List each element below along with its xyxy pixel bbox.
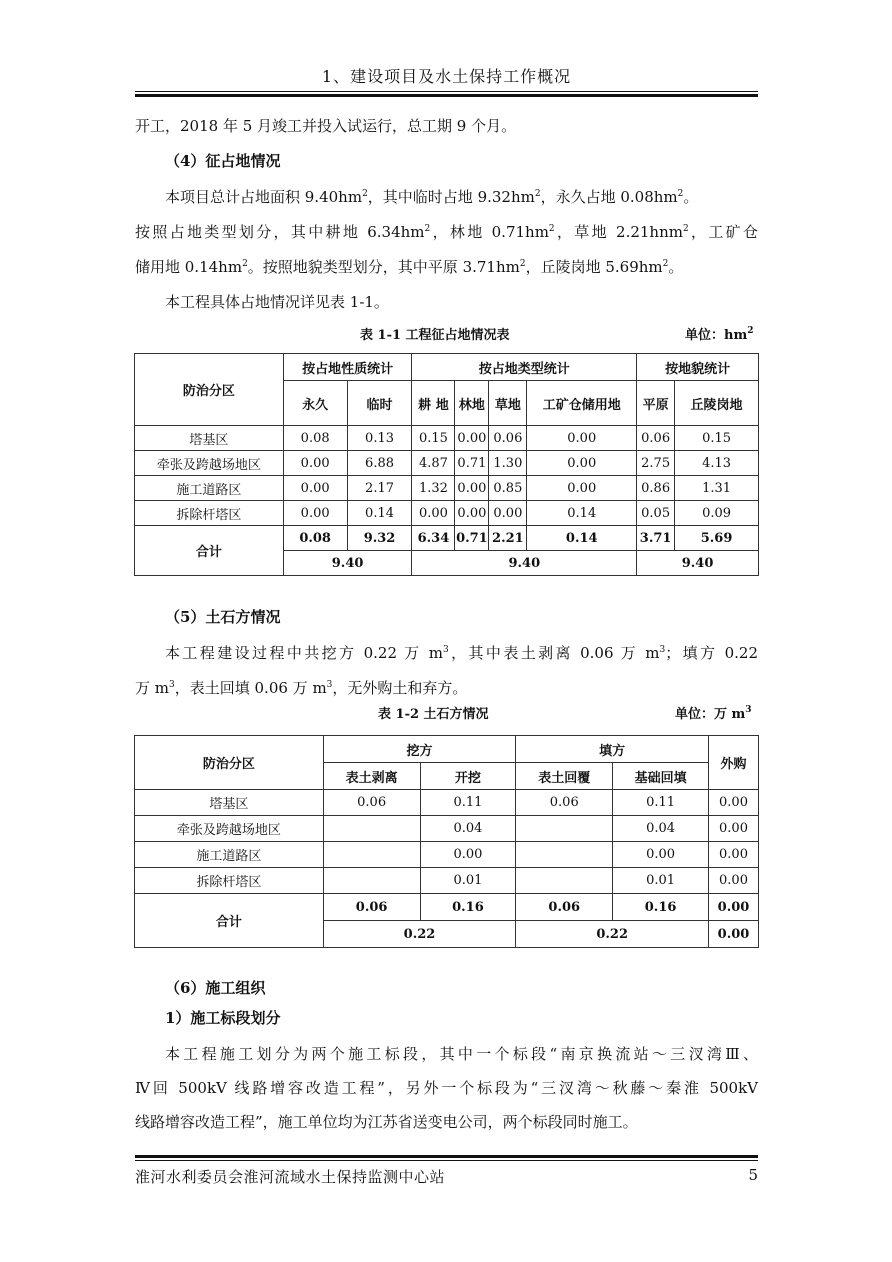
table-cell: 0.00 bbox=[420, 842, 516, 868]
table2-col-header: 基础回填 bbox=[613, 763, 709, 790]
paragraph-sections-3: 线路增容改造工程”，施工单位均为江苏省送变电公司，两个标段同时施工。 bbox=[135, 1113, 638, 1131]
table1-col-header: 丘陵岗地 bbox=[675, 381, 759, 426]
table-cell: 0.08 bbox=[283, 426, 347, 451]
table-cell: 0.00 bbox=[283, 451, 347, 476]
table2-col-header: 表土回覆 bbox=[516, 763, 613, 790]
table-cell: 4.87 bbox=[412, 451, 455, 476]
table-cell: 塔基区 bbox=[135, 426, 284, 451]
table-cell: 0.14 bbox=[527, 526, 637, 551]
table-cell: 0.05 bbox=[637, 501, 675, 526]
table1-col-header: 永久 bbox=[283, 381, 347, 426]
table2-total-row bbox=[135, 894, 759, 921]
paragraph-landform: 储用地 $0.14hm^2$。按照地貌类型划分，其中平原 $3.71hm^2$，丘陵岗地 $5.69hm^2$。 bbox=[135, 258, 684, 276]
page-number: 5 bbox=[748, 1166, 758, 1184]
table-cell bbox=[323, 842, 420, 868]
table-cell: 2.17 bbox=[347, 476, 412, 501]
table-cell: 0.00 bbox=[527, 426, 637, 451]
table-cell: 0.00 bbox=[709, 921, 759, 948]
table-cell: 0.04 bbox=[420, 816, 516, 842]
table-cell: 0.06 bbox=[323, 790, 420, 816]
table-cell: 1.30 bbox=[489, 451, 527, 476]
table-cell: 0.11 bbox=[420, 790, 516, 816]
table-cell bbox=[516, 868, 613, 894]
running-header: 1、建设项目及水土保持工作概况 bbox=[321, 67, 572, 86]
table-cell: 1.31 bbox=[675, 476, 759, 501]
table-row bbox=[135, 842, 759, 868]
table-cell: 0.00 bbox=[527, 451, 637, 476]
table-cell: 0.86 bbox=[637, 476, 675, 501]
table-cell: 3.71 bbox=[637, 526, 675, 551]
table-cell: 0.08 bbox=[283, 526, 347, 551]
table-cell: 拆除杆塔区 bbox=[135, 501, 284, 526]
table-cell: 0.01 bbox=[420, 868, 516, 894]
heading-earthwork: （5）土石方情况 bbox=[165, 608, 281, 626]
heading-construction-org: （6）施工组织 bbox=[165, 979, 266, 997]
table-cell: 0.00 bbox=[709, 816, 759, 842]
table-cell: 9.32 bbox=[347, 526, 412, 551]
table-cell: 0.06 bbox=[516, 790, 613, 816]
table-cell: 5.69 bbox=[675, 526, 759, 551]
table-cell: 0.00 bbox=[709, 894, 759, 921]
table1-col-header: 草地 bbox=[489, 381, 527, 426]
table-cell: 1.32 bbox=[412, 476, 455, 501]
table-cell: 0.71 bbox=[455, 526, 489, 551]
table-cell: 0.09 bbox=[675, 501, 759, 526]
table1-col-header: 平原 bbox=[637, 381, 675, 426]
table-cell: 0.14 bbox=[527, 501, 637, 526]
table-cell: 4.13 bbox=[675, 451, 759, 476]
earthwork-table bbox=[134, 735, 759, 948]
table2-col-header: 开挖 bbox=[420, 763, 516, 790]
table-cell: 0.06 bbox=[637, 426, 675, 451]
table2-total-label: 合计 bbox=[135, 894, 324, 948]
table-cell bbox=[323, 816, 420, 842]
table1-col-header: 耕 地 bbox=[412, 381, 455, 426]
table-cell: 2.75 bbox=[637, 451, 675, 476]
table-cell bbox=[516, 816, 613, 842]
table2-header-purchase: 外购 bbox=[709, 736, 759, 790]
table-cell: 0.11 bbox=[613, 790, 709, 816]
paragraph-earthwork-2: 万 $m^3$，表土回填 0.06 万 $m^3$，无外购土和弃方。 bbox=[135, 679, 468, 697]
table-cell: 0.15 bbox=[412, 426, 455, 451]
table-cell: 施工道路区 bbox=[135, 842, 324, 868]
table-cell bbox=[516, 842, 613, 868]
table1-col-header: 临时 bbox=[347, 381, 412, 426]
paragraph-earthwork-1: 本工程建设过程中共挖方 0.22 万 $m^3$，其中表土剥离 0.06 万 $m^3$；填方 0.22 bbox=[165, 644, 758, 662]
table-cell: 0.00 bbox=[709, 868, 759, 894]
table2-header-fill: 填方 bbox=[516, 736, 709, 763]
table-cell: 0.71 bbox=[455, 451, 489, 476]
footer-rule-thin bbox=[135, 1160, 758, 1161]
table-row bbox=[135, 868, 759, 894]
table-cell: 0.00 bbox=[283, 476, 347, 501]
table1-col-header: 工矿仓储用地 bbox=[527, 381, 637, 426]
table-cell: 0.14 bbox=[347, 501, 412, 526]
table-cell: 2.21 bbox=[489, 526, 527, 551]
paragraph-land-type: 按照占地类型划分，其中耕地 $6.34hm^2$，林地 $0.71hm^2$，草地 2.21hnm$^2$，工矿仓 bbox=[135, 223, 758, 241]
table-cell: 0.00 bbox=[455, 426, 489, 451]
table-cell: 0.00 bbox=[613, 842, 709, 868]
table-row bbox=[135, 476, 759, 501]
table2-caption: 表 1-2 土石方情况 bbox=[378, 707, 489, 722]
table-cell: 0.00 bbox=[489, 501, 527, 526]
table-row bbox=[135, 816, 759, 842]
table-cell: 9.40 bbox=[283, 551, 412, 576]
table-cell: 0.00 bbox=[709, 790, 759, 816]
heading-land-occupation: （4）征占地情况 bbox=[165, 152, 281, 170]
table-cell: 0.00 bbox=[455, 476, 489, 501]
table-cell: 9.40 bbox=[412, 551, 637, 576]
table-cell: 0.16 bbox=[420, 894, 516, 921]
table-cell: 牵张及跨越场地区 bbox=[135, 816, 324, 842]
table-cell: 牵张及跨越场地区 bbox=[135, 451, 284, 476]
table1-caption: 表 1-1 工程征占地情况表 bbox=[360, 328, 510, 343]
table-row bbox=[135, 451, 759, 476]
table-cell: 0.22 bbox=[516, 921, 709, 948]
table-cell: 0.00 bbox=[412, 501, 455, 526]
table-row bbox=[135, 790, 759, 816]
paragraph-sections-1: 本工程施工划分为两个施工标段，其中一个标段“南京换流站～三汊湾Ⅲ、 bbox=[165, 1045, 758, 1063]
table-row bbox=[135, 501, 759, 526]
paragraph-table-ref: 本工程具体占地情况详见表 1-1。 bbox=[165, 293, 389, 311]
table-cell: 9.40 bbox=[637, 551, 759, 576]
table2-header-cut: 挖方 bbox=[323, 736, 516, 763]
table-cell: 0.00 bbox=[709, 842, 759, 868]
table1-header-property: 按占地性质统计 bbox=[283, 354, 412, 381]
table2-unit: 单位：万 $m^3$ bbox=[675, 705, 752, 722]
table1-header-landform: 按地貌统计 bbox=[637, 354, 759, 381]
table1-unit: 单位：$hm^2$ bbox=[685, 326, 754, 343]
table-cell: 0.16 bbox=[613, 894, 709, 921]
paragraph-land-total: 本项目总计占地面积 $9.40hm^2$，其中临时占地 $9.32hm^2$，永久占地 $0.08hm^2$。 bbox=[165, 188, 699, 206]
table1-col-header: 林地 bbox=[455, 381, 489, 426]
land-occupation-table bbox=[134, 353, 759, 576]
heading-construction-sections: 1）施工标段划分 bbox=[165, 1009, 281, 1027]
table1-header-zone: 防治分区 bbox=[135, 354, 284, 426]
table1-total-row bbox=[135, 526, 759, 551]
table-cell: 0.04 bbox=[613, 816, 709, 842]
table1-header-type: 按占地类型统计 bbox=[412, 354, 637, 381]
header-rule-thin bbox=[135, 91, 758, 92]
table-cell: 塔基区 bbox=[135, 790, 324, 816]
table-cell: 0.13 bbox=[347, 426, 412, 451]
footer-rule-thick bbox=[135, 1155, 758, 1158]
table-cell: 0.06 bbox=[323, 894, 420, 921]
table-cell: 6.34 bbox=[412, 526, 455, 551]
table-cell: 0.22 bbox=[323, 921, 516, 948]
table-cell: 拆除杆塔区 bbox=[135, 868, 324, 894]
table1-total-label: 合计 bbox=[135, 526, 284, 576]
table2-header-zone: 防治分区 bbox=[135, 736, 324, 790]
table-cell: 0.01 bbox=[613, 868, 709, 894]
header-rule-thick bbox=[135, 94, 758, 97]
table-cell: 施工道路区 bbox=[135, 476, 284, 501]
table-cell: 6.88 bbox=[347, 451, 412, 476]
table-cell: 0.00 bbox=[283, 501, 347, 526]
table-cell: 0.06 bbox=[489, 426, 527, 451]
table-cell bbox=[323, 868, 420, 894]
table-cell: 0.15 bbox=[675, 426, 759, 451]
table-cell: 0.00 bbox=[455, 501, 489, 526]
table-cell: 0.06 bbox=[516, 894, 613, 921]
paragraph-intro: 开工，2018 年 5 月竣工并投入试运行，总工期 9 个月。 bbox=[135, 117, 517, 135]
table-row bbox=[135, 426, 759, 451]
table2-col-header: 表土剥离 bbox=[323, 763, 420, 790]
footer-organization: 淮河水利委员会淮河流域水土保持监测中心站 bbox=[135, 1168, 446, 1186]
table-cell: 0.00 bbox=[527, 476, 637, 501]
table-cell: 0.85 bbox=[489, 476, 527, 501]
paragraph-sections-2: Ⅳ回 500kV 线路增容改造工程”，另外一个标段为“三汊湾～秋藤～秦淮 500kV bbox=[135, 1079, 758, 1097]
